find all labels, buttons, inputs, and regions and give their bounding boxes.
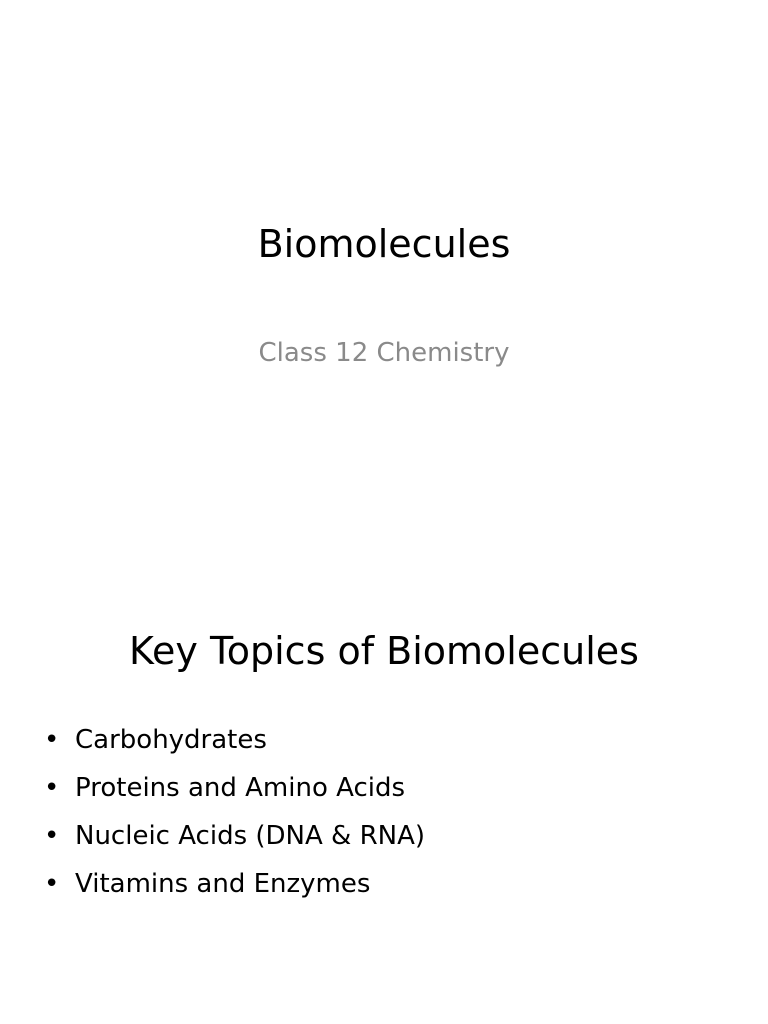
slide-title: Key Topics of Biomolecules	[129, 629, 639, 673]
bullet-item	[42, 764, 425, 812]
bullet-item	[42, 860, 425, 908]
bullet-item	[42, 812, 425, 860]
bullet-icon: •	[44, 725, 60, 755]
bullet-icon: •	[44, 773, 60, 803]
bullet-icon: •	[44, 869, 60, 899]
bullet-item	[42, 716, 425, 764]
topics-slide	[0, 512, 768, 1024]
bullet-icon: •	[44, 821, 60, 851]
bullet-text: Nucleic Acids (DNA & RNA)	[75, 821, 426, 851]
slide-title: Biomolecules	[257, 222, 511, 266]
bullet-text: Carbohydrates	[75, 725, 267, 755]
bullet-text: Proteins and Amino Acids	[75, 773, 406, 803]
bullet-text: Vitamins and Enzymes	[75, 869, 371, 899]
slide-subtitle: Class 12 Chemistry	[258, 338, 510, 368]
bullet-list	[42, 716, 425, 908]
